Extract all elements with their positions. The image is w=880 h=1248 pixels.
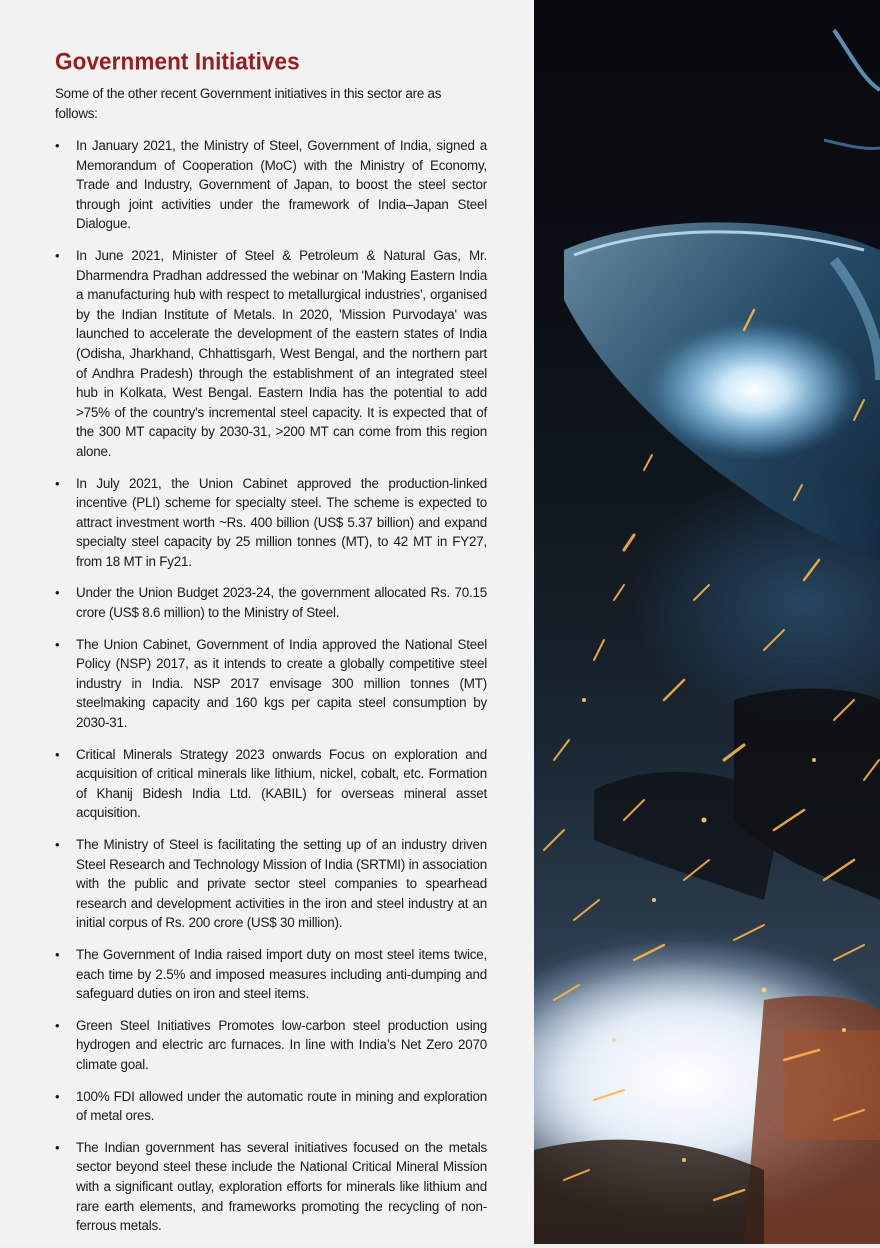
initiatives-list [55,136,487,1236]
list-item [55,835,487,933]
list-item-text: In June 2021, Minister of Steel & Petroleum & Natural Gas, Mr. Dharmendra Pradhan addressed the webinar on 'Making Eastern India a manufacturing hub with respect to metallurgical industries', organised by the Indian Institute of Metals. In 2020, 'Mission Purvodaya' was launched to accelerate the development of the eastern states of India (Odisha, Jharkhand, Chhattisgarh, West Bengal, and the northern part of Andhra Pradesh) through the establishment of an integrated steel hub in Kolkata, West Bengal. Eastern India has the potential to add >75% of the country's incremental steel capacity. It is expected that of the 300 MT capacity by 2030-31, >200 MT can come from this region alone. [76,247,487,459]
list-item-text: Critical Minerals Strategy 2023 onwards Focus on exploration and acquisition of critical minerals like lithium, nickel, cobalt, etc. Formation of Khanij Bidesh India Ltd. (KABIL) for overseas mineral asset acquisition. [76,746,487,821]
list-item [55,1087,487,1126]
bullet-icon: • [55,746,60,762]
content-column [55,48,487,1248]
list-item [55,136,487,234]
list-item [55,1138,487,1236]
list-item [55,246,487,462]
page-title: Government Initiatives [55,48,300,75]
list-item [55,474,487,572]
bullet-icon: • [55,946,60,962]
list-item-text: In January 2021, the Ministry of Steel, Government of India, signed a Memorandum of Cooperation (MoC) with the Ministry of Economy, Trade and Industry, Government of Japan, to boost the steel sector through joint activities under the framework of India–Japan Steel Dialogue. [76,138,487,232]
welding-photo [534,0,880,1244]
list-item-text: Under the Union Budget 2023-24, the government allocated Rs. 70.15 crore (US$ 8.6 million) to the Ministry of Steel. [76,585,487,621]
list-item-text: The Government of India raised import duty on most steel items twice, each time by 2.5% and imposed measures including anti-dumping and safeguard duties on iron and steel items. [76,946,487,1002]
bullet-icon: • [55,247,60,263]
list-item-text: In July 2021, the Union Cabinet approved the production-linked incentive (PLI) scheme for specialty steel. The scheme is expected to attract investment worth ~Rs. 400 billion (US$ 5.37 billion) and expand specialty steel capacity by 25 million tonnes (MT), to 42 MT in FY27, from 18 MT in Fy21. [76,475,487,569]
list-item [55,635,487,733]
list-item [55,945,487,1004]
bullet-icon: • [55,475,60,491]
list-item-text: The Union Cabinet, Government of India approved the National Steel Policy (NSP) 2017, as it intends to create a globally competitive steel industry in India. NSP 2017 envisage 300 million tonnes (MT) steelmaking capacity and 160 kgs per capita steel consumption by 2030-31. [76,636,487,731]
bullet-icon: • [55,1088,60,1104]
list-item-text: 100% FDI allowed under the automatic route in mining and exploration of metal ores. [76,1088,487,1124]
list-item [55,1016,487,1075]
bullet-icon: • [55,837,60,852]
list-item [55,583,487,622]
bullet-icon: • [55,1017,60,1033]
bullet-icon: • [55,636,60,652]
list-item [55,745,487,823]
list-item-text: The Indian government has several initiatives focused on the metals sector beyond steel these include the National Critical Mineral Mission with a significant outlay, exploration efforts for minerals like lithium and rare earth elements, and frameworks promoting the recycling of non-ferrous metals. [76,1139,487,1234]
list-item-text: The Ministry of Steel is facilitating the setting up of an industry driven Steel Research and Technology Mission of India (SRTMI) in association with the public and private sector steel companies to spearhead research and development activities in the iron and steel industry at an initial corpus of Rs. 200 crore (US$ 30 million). [76,837,487,931]
bullet-icon: • [55,138,60,153]
welding-photo-art [534,0,880,1244]
bullet-icon: • [55,1139,60,1155]
list-item-text: Green Steel Initiatives Promotes low-carbon steel production using hydrogen and electric arc furnaces. In line with India’s Net Zero 2070 climate goal. [76,1017,487,1072]
bullet-icon: • [55,585,60,601]
intro-paragraph: Some of the other recent Government initiatives in this sector are as follows: [55,86,442,121]
